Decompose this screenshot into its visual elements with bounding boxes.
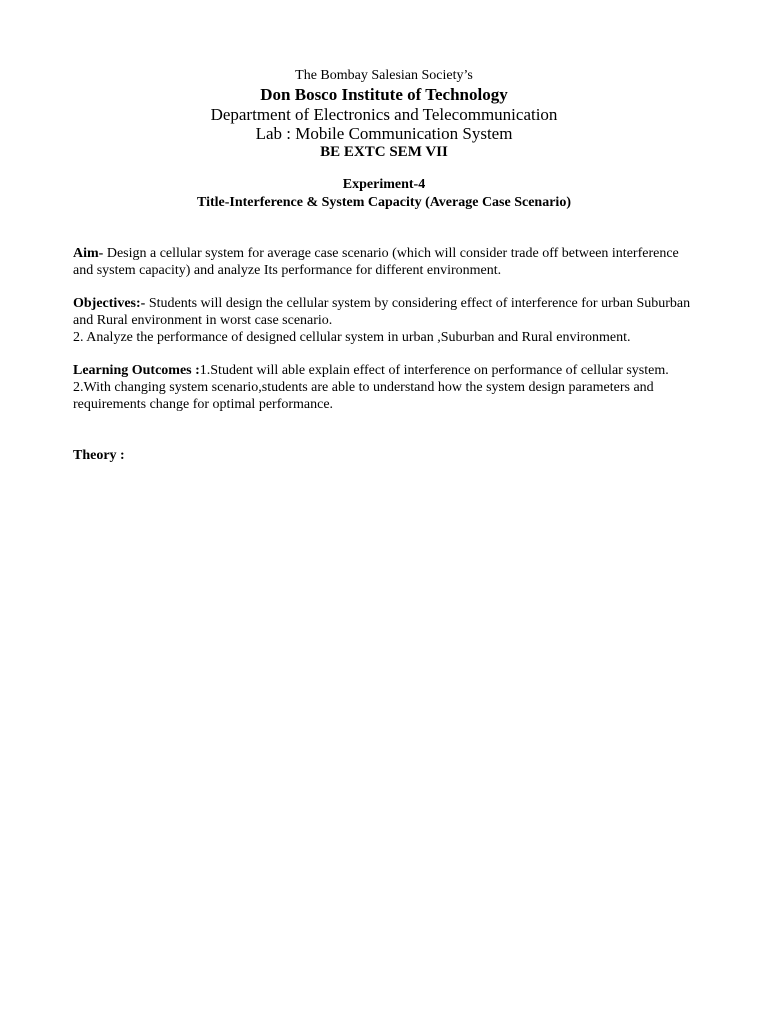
experiment-number: Experiment-4 xyxy=(342,177,426,192)
aim-section xyxy=(73,245,698,279)
theory-label: Theory : xyxy=(73,448,125,463)
department-name: Department of Electronics and Telecommunication xyxy=(210,105,558,124)
society-name: The Bombay Salesian Society’s xyxy=(295,68,473,83)
objectives-paragraph xyxy=(73,295,698,329)
outcomes-paragraph xyxy=(73,362,698,379)
theory-section xyxy=(73,447,698,464)
aim-label: Aim- xyxy=(73,246,104,261)
objectives-label: Objectives:- xyxy=(73,296,146,311)
objectives-item-2: 2. Analyze the performance of designed cellular system in urban ,Suburban and Rural environment. xyxy=(73,330,631,345)
lab-name: Lab : Mobile Communication System xyxy=(255,124,513,143)
theory-paragraph xyxy=(73,447,698,464)
aim-text: Design a cellular system for average case scenario (which will consider trade off between interference and system capacity) and analyze Its performance for different environment. xyxy=(73,246,679,278)
outcomes-text: 1.Student will able explain effect of interference on performance of cellular system. xyxy=(199,363,669,378)
document-header xyxy=(0,67,768,162)
objectives-text: Students will design the cellular system by considering effect of interference for urban Suburban and Rural environment in worst case scenario. xyxy=(73,296,691,328)
experiment-title: Title-Interference & System Capacity (Average Case Scenario) xyxy=(196,195,571,210)
aim-paragraph xyxy=(73,245,698,279)
outcomes-label: Learning Outcomes : xyxy=(73,363,200,378)
learning-outcomes-section xyxy=(73,362,698,413)
outcomes-item-2: 2.With changing system scenario,students are able to understand how the system design parameters and requirements change for optimal performance. xyxy=(73,380,654,412)
institute-name: Don Bosco Institute of Technology xyxy=(260,85,508,104)
objectives-section xyxy=(73,295,698,346)
experiment-heading xyxy=(0,176,768,212)
semester-label: BE EXTC SEM VII xyxy=(320,144,448,160)
